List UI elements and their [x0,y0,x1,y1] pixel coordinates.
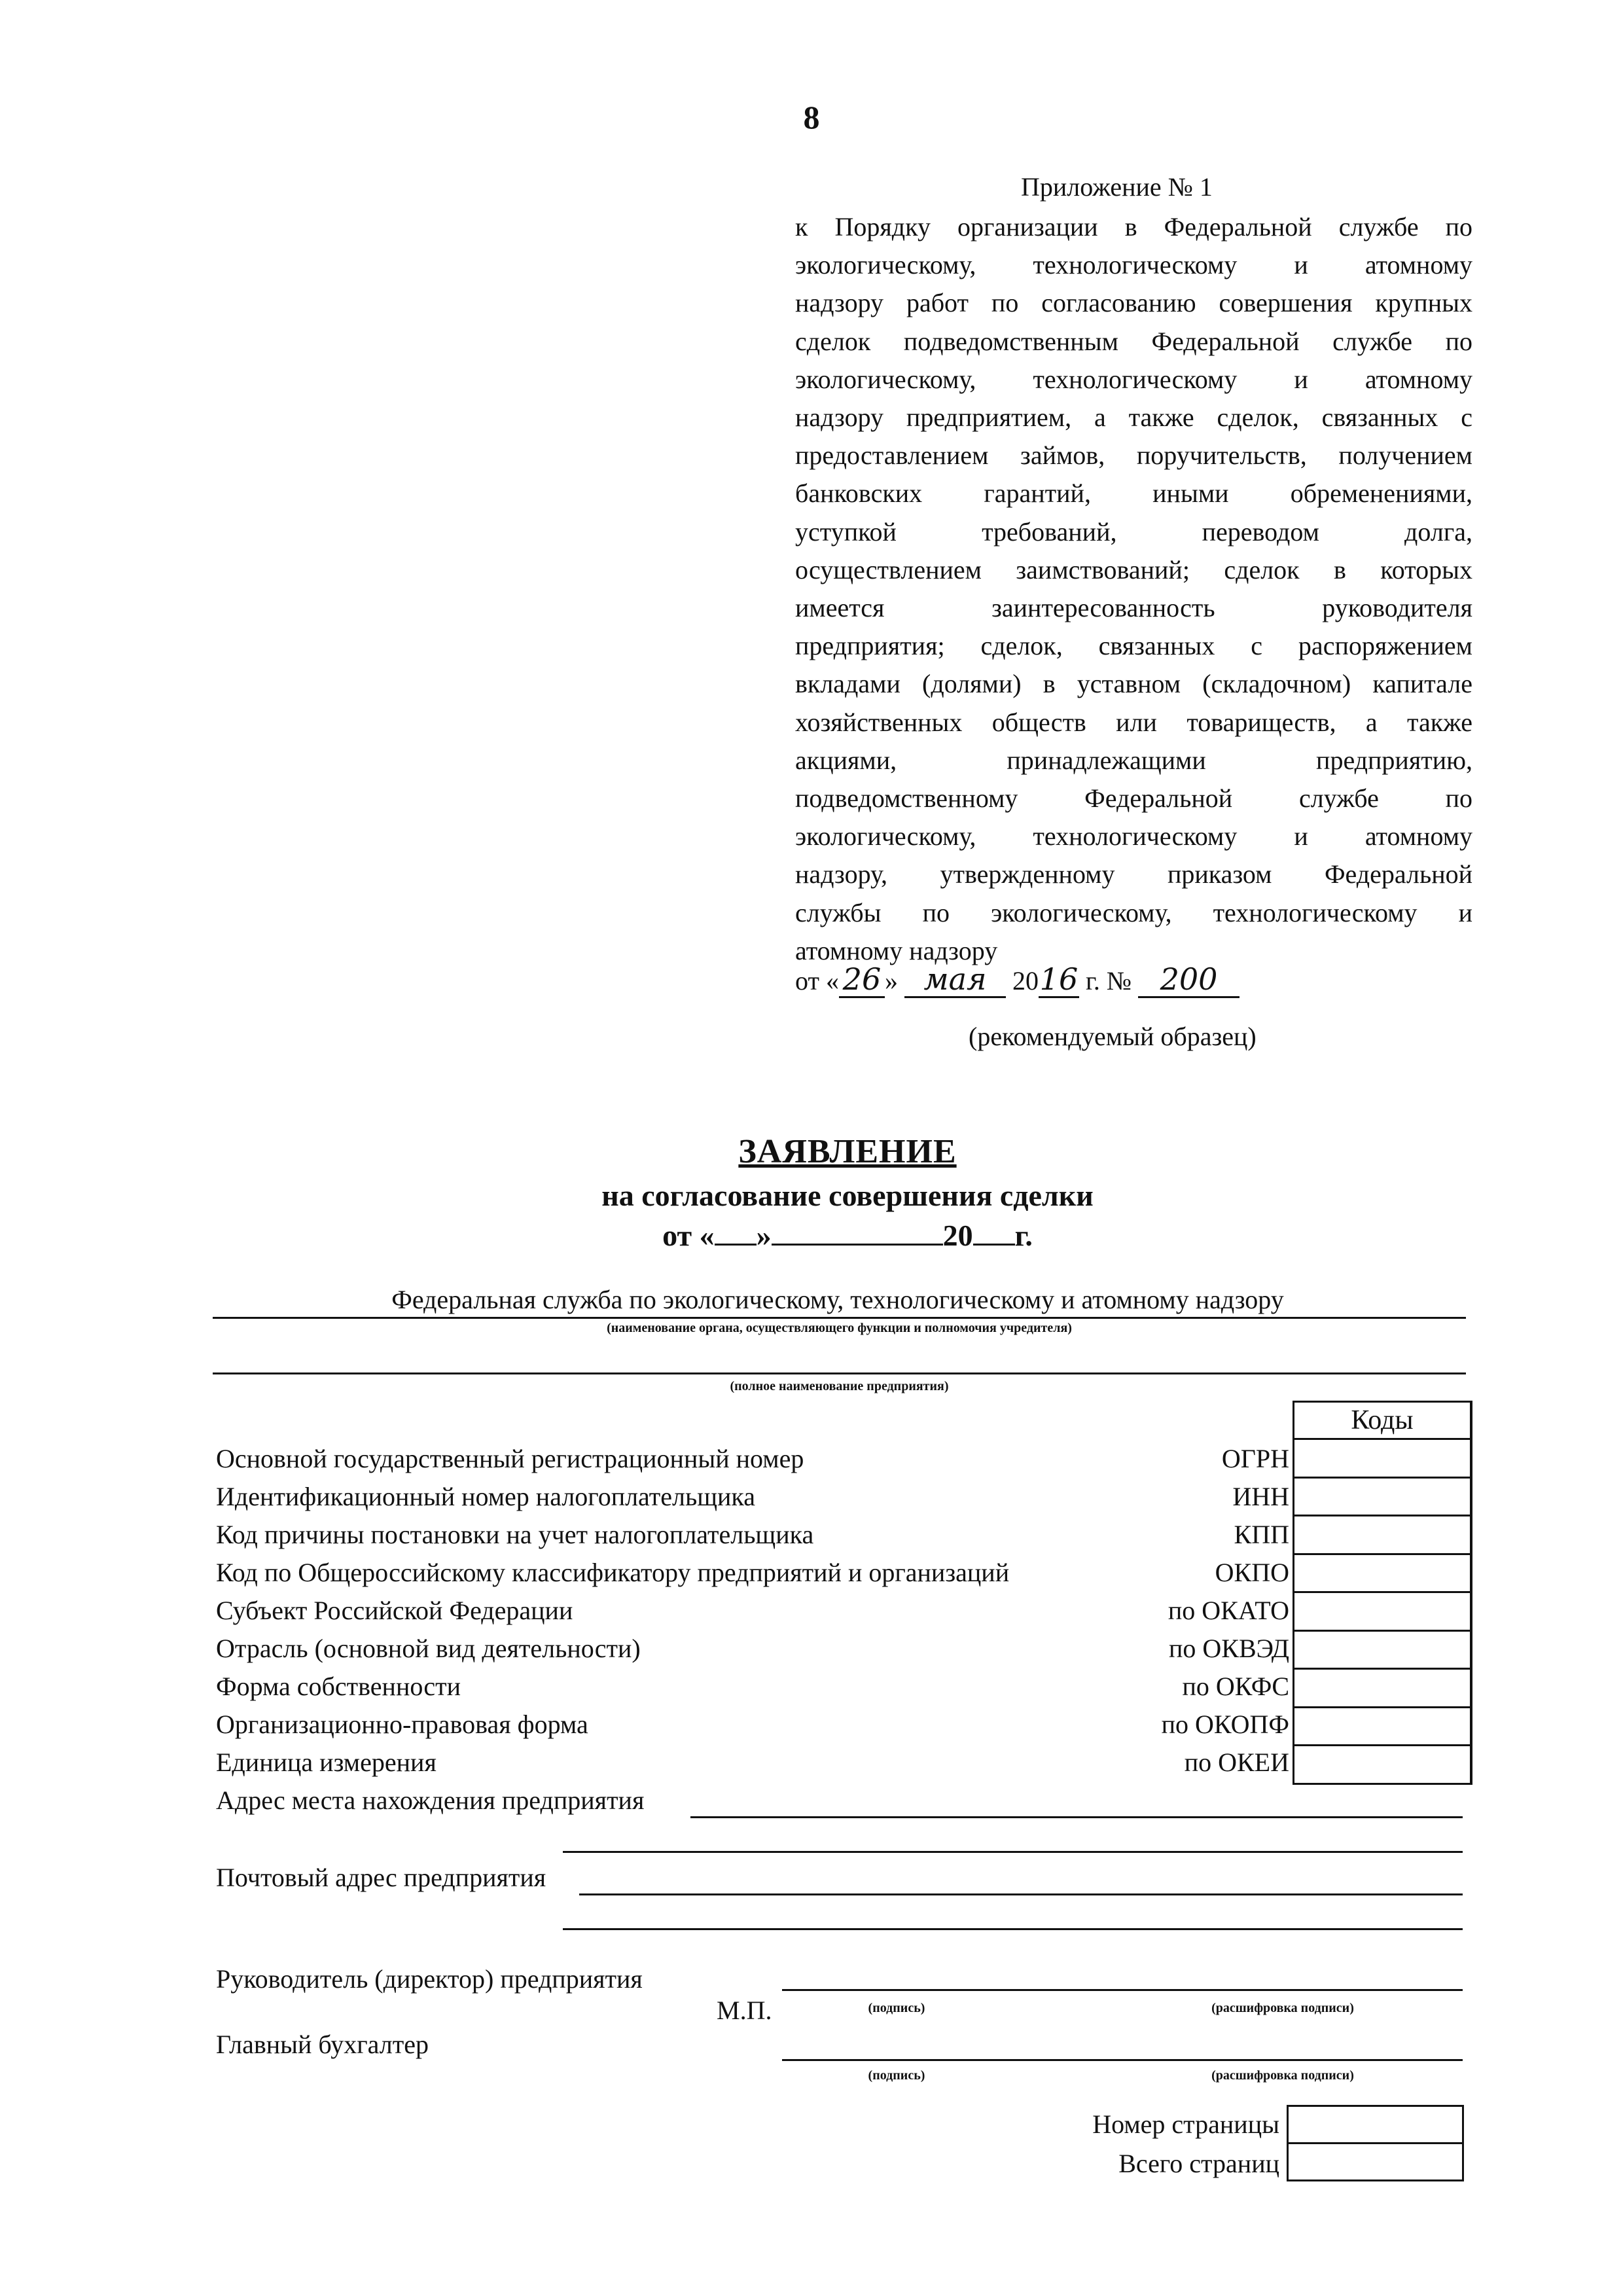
postal-label: Почтовый адрес предприятия [216,1863,546,1892]
stamp-label: М.П. [717,1996,772,2025]
row-label: Идентификационный номер налогоплательщика [216,1482,756,1511]
code-cell-okopf[interactable] [1293,1708,1470,1747]
appendix-line: акциями, принадлежащими предприятию, [795,745,1472,775]
document-date: от « » 20 г. [662,1219,1033,1252]
date-month-blank[interactable] [772,1217,943,1246]
code-cell-okei[interactable] [1293,1746,1470,1783]
postal-line-1[interactable] [579,1893,1463,1895]
row-code: по ОКВЭД [1169,1634,1289,1663]
appendix-line: к Порядку организации в Федеральной службе по [795,212,1472,242]
date-day: 26 [839,962,885,998]
appendix-line: подведомственному Федеральной службе по [795,783,1472,814]
date-month: мая [904,962,1006,998]
row-label: Форма собственности [216,1672,461,1701]
accountant-label: Главный бухгалтер [216,2030,429,2059]
row-code: по ОКЕИ [1184,1748,1289,1777]
date-prefix: от « [795,966,839,996]
appendix-line: экологическому, технологическому и атомному [795,250,1472,280]
appendix-line: вкладами (долями) в уставном (складочном) капитале [795,669,1472,699]
row-code: КПП [1234,1520,1289,1549]
date-year: 16 [1039,961,1079,997]
appendix-line: сделок подведомственным Федеральной службе по [795,326,1472,356]
appendix-line: экологическому, технологическому и атомному [795,364,1472,394]
address-label: Адрес места нахождения предприятия [216,1785,645,1815]
appendix-line: предоставлением займов, поручительств, получением [795,440,1472,471]
appendix-date [795,962,1240,998]
row-label: Организационно-правовая форма [216,1710,588,1739]
appendix-line: службы по экологическому, технологическому и [795,897,1472,927]
appendix-line: экологическому, технологическому и атомному [795,821,1472,852]
date-day-blank[interactable] [715,1217,757,1246]
date-number: 200 [1138,962,1240,998]
authority-caption: (наименование органа, осуществляющего функции и полномочия учредителя) [607,1321,1072,1335]
authority-name: Федеральная служба по экологическому, технологическому и атомному надзору [391,1285,1284,1314]
page-number: 8 [803,99,820,135]
authority-line [213,1317,1466,1319]
codes-table [1293,1401,1472,1785]
director-signature-caption: (подпись) [868,2001,925,2015]
accountant-decode-caption: (расшифровка подписи) [1211,2068,1354,2083]
date-year-blank[interactable] [973,1217,1015,1246]
appendix-line: имеется заинтересованность руководителя [795,593,1472,623]
appendix-line: банковских гарантий, иными обременениями, [795,478,1472,509]
appendix-line: надзору предприятием, а также сделок, связанных с [795,403,1472,433]
director-decode-caption: (расшифровка подписи) [1211,2001,1354,2015]
appendix-line-last: атомному надзору [795,935,998,965]
page-number-label: Номер страницы [1092,2109,1279,2139]
total-pages-box[interactable] [1287,2142,1464,2181]
accountant-signature-line[interactable] [782,2059,1463,2061]
row-code: ИНН [1232,1482,1289,1511]
appendix-text [795,208,1472,970]
row-code: по ОКОПФ [1161,1710,1289,1739]
address-line-2[interactable] [563,1851,1463,1853]
page-number-box[interactable] [1287,2105,1464,2144]
address-line-1[interactable] [690,1816,1463,1818]
row-label: Основной государственный регистрационный номер [216,1444,804,1473]
row-label: Субъект Российской Федерации [216,1596,573,1625]
row-label: Код причины постановки на учет налогоплательщика [216,1520,814,1549]
code-cell-okfs[interactable] [1293,1670,1470,1708]
director-label: Руководитель (директор) предприятия [216,1964,643,1994]
code-cell-ogrn[interactable] [1293,1440,1470,1479]
row-code: по ОКАТО [1168,1596,1289,1625]
code-cell-inn[interactable] [1293,1479,1470,1517]
date-year-prefix: 20 [1012,966,1039,996]
code-cell-kpp[interactable] [1293,1516,1470,1555]
director-signature-line[interactable] [782,1989,1463,1991]
appendix-line: надзору, утвержденному приказом Федеральной [795,859,1472,889]
row-code: по ОКФС [1182,1672,1289,1701]
appendix-line: осуществлением заимствований; сделок в которых [795,554,1472,584]
row-label: Отрасль (основной вид деятельности) [216,1634,641,1663]
accountant-signature-caption: (подпись) [868,2068,925,2083]
appendix-line: предприятия; сделок, связанных с распоряжением [795,631,1472,661]
codes-header: Коды [1294,1403,1470,1440]
total-pages-label: Всего страниц [1118,2149,1279,2178]
enterprise-name-line[interactable] [213,1372,1466,1374]
appendix-line: надзору работ по согласованию совершения крупных [795,288,1472,318]
code-cell-okpo[interactable] [1293,1555,1470,1594]
appendix-line: хозяйственных обществ или товариществ, а также [795,707,1472,737]
document-subtitle: на согласование совершения сделки [601,1179,1094,1212]
row-code: ОГРН [1221,1444,1289,1473]
appendix-line: уступкой требований, переводом долга, [795,516,1472,547]
enterprise-caption: (полное наименование предприятия) [730,1379,949,1393]
row-label: Единица измерения [216,1748,437,1777]
postal-line-2[interactable] [563,1928,1463,1930]
recommended-note: (рекомендуемый образец) [969,1022,1257,1051]
row-code: ОКПО [1215,1558,1289,1587]
date-number-label: г. № [1085,966,1132,996]
document-title: ЗАЯВЛЕНИЕ [738,1133,957,1170]
date-mid: » [884,966,898,996]
appendix-title: Приложение № 1 [1021,172,1213,202]
code-cell-okato[interactable] [1293,1593,1470,1632]
row-label: Код по Общероссийскому классификатору предприятий и организаций [216,1558,1010,1587]
code-cell-okved[interactable] [1293,1632,1470,1670]
